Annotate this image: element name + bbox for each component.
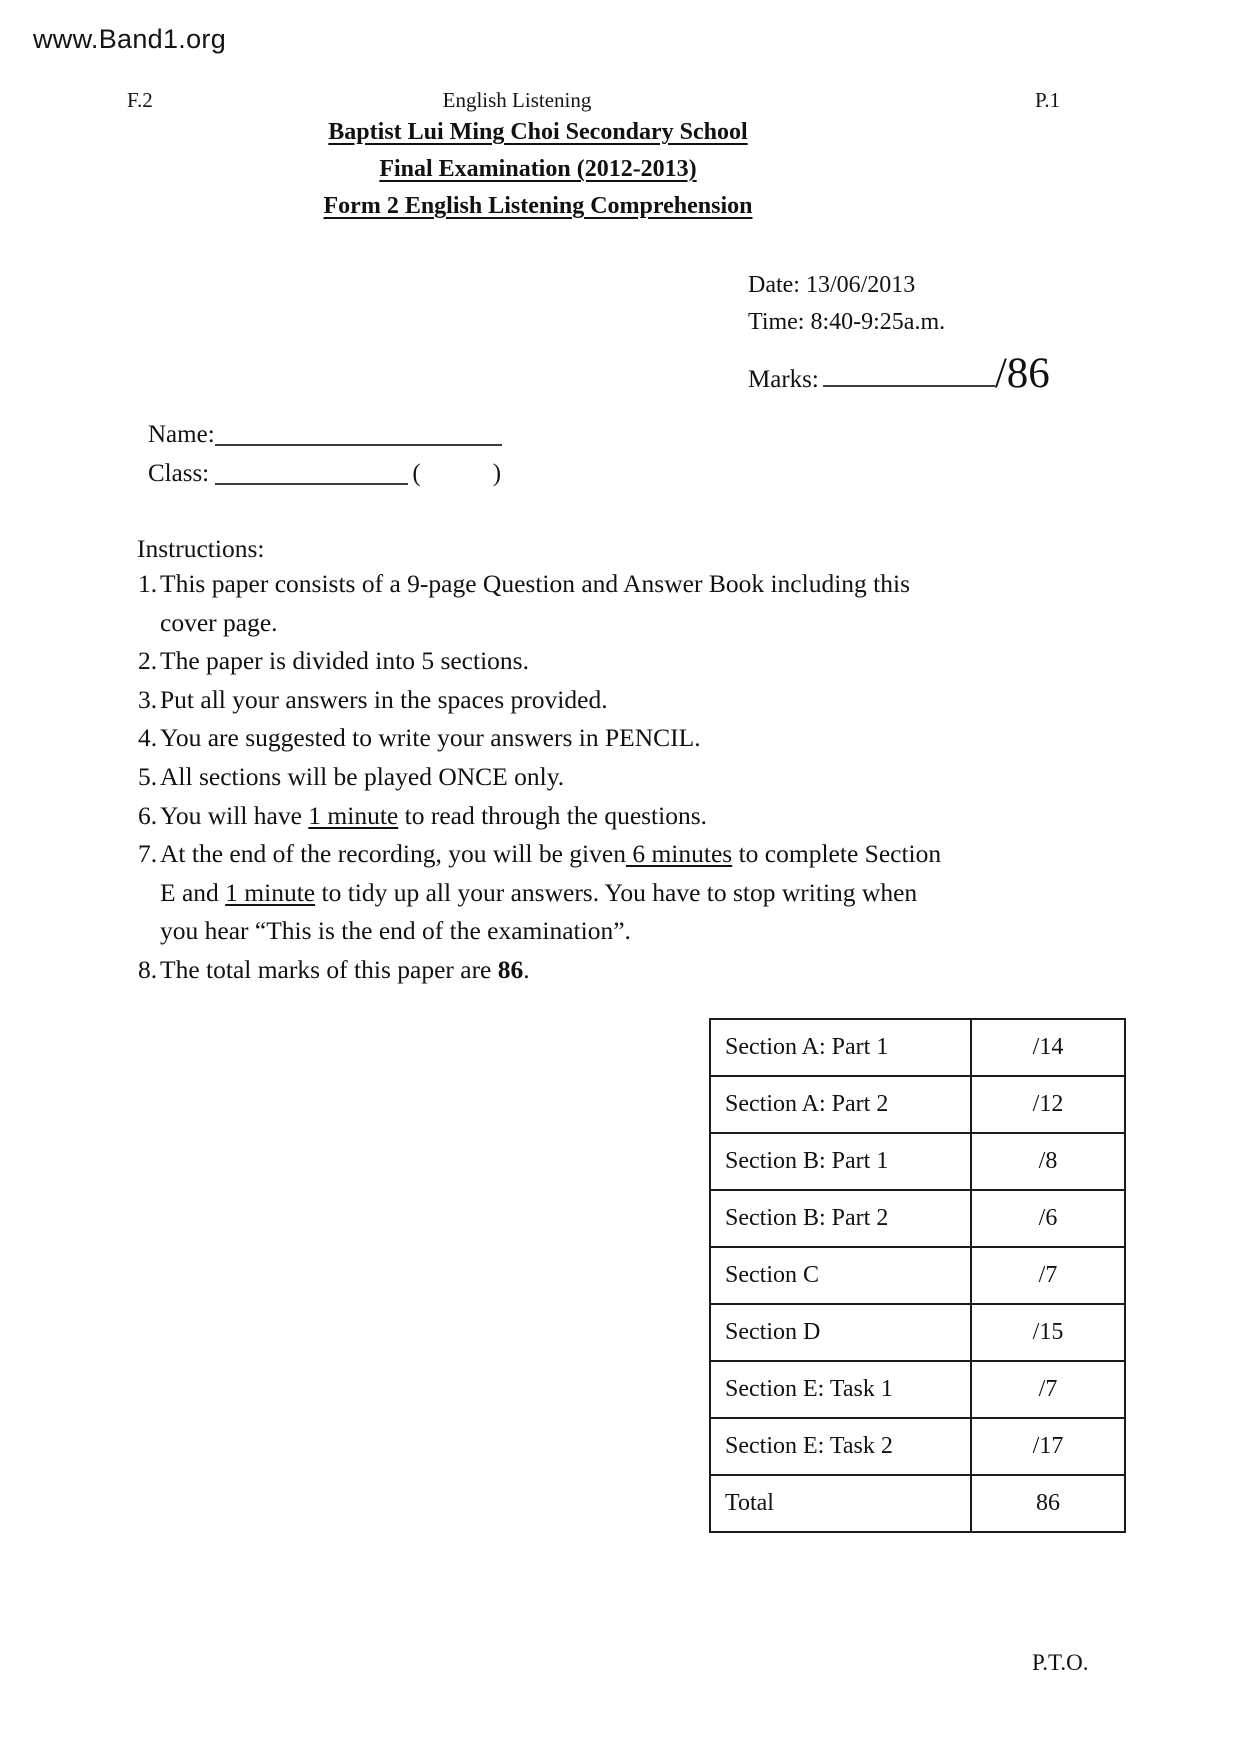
table-row bbox=[710, 1133, 1125, 1190]
class-paren-open: ( bbox=[412, 460, 421, 487]
section-label-cell: Total bbox=[710, 1475, 971, 1532]
section-marks-cell: /12 bbox=[971, 1076, 1125, 1133]
section-marks-cell: /14 bbox=[971, 1019, 1125, 1076]
section-marks-cell: /7 bbox=[971, 1247, 1125, 1304]
table-row bbox=[710, 1247, 1125, 1304]
name-blank-line bbox=[215, 444, 502, 446]
instruction-text bbox=[160, 642, 1098, 681]
instruction-text bbox=[160, 681, 1098, 720]
instruction-number: 2. bbox=[138, 646, 158, 676]
class-paren-close: ) bbox=[492, 460, 502, 487]
instruction-line: E and 1 minute to tidy up all your answers. You have to stop writing when bbox=[160, 877, 918, 907]
class-line bbox=[148, 460, 501, 488]
instruction-item bbox=[138, 835, 1098, 951]
section-label-cell: Section D bbox=[710, 1304, 971, 1361]
section-marks-cell: /6 bbox=[971, 1190, 1125, 1247]
instruction-item bbox=[138, 681, 1098, 720]
header-page-number: P.1 bbox=[1035, 88, 1061, 112]
name-line bbox=[148, 421, 502, 449]
school-name: Baptist Lui Ming Choi Secondary School bbox=[328, 119, 748, 145]
instruction-item bbox=[138, 719, 1098, 758]
instructions-list bbox=[138, 565, 1098, 990]
instruction-line: The total marks of this paper are 86. bbox=[160, 954, 530, 984]
exam-time: Time: 8:40-9:25a.m. bbox=[748, 309, 946, 335]
marks-table bbox=[709, 1018, 1126, 1533]
instruction-line: You will have 1 minute to read through the questions. bbox=[160, 800, 708, 830]
header-form-level: F.2 bbox=[127, 88, 153, 112]
instruction-item bbox=[138, 797, 1098, 836]
instruction-line: You are suggested to write your answers in PENCIL. bbox=[160, 723, 701, 753]
instruction-line: you hear “This is the end of the examination”. bbox=[160, 916, 631, 946]
instruction-number: 8. bbox=[138, 954, 158, 984]
marks-blank-line bbox=[823, 385, 995, 387]
header-subject: English Listening bbox=[442, 88, 592, 112]
page-turn-over-label: P.T.O. bbox=[1032, 1650, 1089, 1675]
section-marks-cell: 86 bbox=[971, 1475, 1125, 1532]
table-row bbox=[710, 1190, 1125, 1247]
instruction-number: 3. bbox=[138, 684, 158, 714]
section-marks-cell: /15 bbox=[971, 1304, 1125, 1361]
table-row bbox=[710, 1019, 1125, 1076]
table-row bbox=[710, 1475, 1125, 1532]
class-label: Class: bbox=[148, 460, 210, 487]
instruction-number: 4. bbox=[138, 723, 158, 753]
marks-total: /86 bbox=[994, 350, 1050, 397]
section-label-cell: Section E: Task 2 bbox=[710, 1418, 971, 1475]
exam-name: Final Examination (2012-2013) bbox=[379, 156, 697, 182]
instruction-text bbox=[160, 565, 1098, 642]
marks-label: Marks: bbox=[748, 366, 819, 393]
section-label-cell: Section A: Part 2 bbox=[710, 1076, 971, 1133]
table-row bbox=[710, 1304, 1125, 1361]
section-label-cell: Section B: Part 1 bbox=[710, 1133, 971, 1190]
instruction-item bbox=[138, 565, 1098, 642]
instruction-number: 6. bbox=[138, 800, 158, 830]
table-row bbox=[710, 1418, 1125, 1475]
class-blank-line bbox=[215, 483, 408, 485]
section-marks-cell: /7 bbox=[971, 1361, 1125, 1418]
instruction-line: All sections will be played ONCE only. bbox=[160, 761, 565, 791]
instruction-number: 7. bbox=[138, 839, 158, 869]
section-label-cell: Section C bbox=[710, 1247, 971, 1304]
section-marks-cell: /8 bbox=[971, 1133, 1125, 1190]
instruction-item bbox=[138, 642, 1098, 681]
instructions-heading: Instructions: bbox=[137, 534, 265, 563]
instruction-text bbox=[160, 835, 1098, 951]
instruction-item bbox=[138, 758, 1098, 797]
table-row bbox=[710, 1076, 1125, 1133]
name-label: Name: bbox=[148, 421, 215, 448]
paper-name: Form 2 English Listening Comprehension bbox=[323, 193, 753, 219]
instruction-text bbox=[160, 951, 1098, 990]
instruction-line: This paper consists of a 9-page Question and Answer Book including this bbox=[160, 569, 911, 598]
title-block bbox=[38, 114, 1038, 225]
instruction-number: 5. bbox=[138, 761, 158, 791]
instruction-text bbox=[160, 758, 1098, 797]
table-row bbox=[710, 1361, 1125, 1418]
section-label-cell: Section A: Part 1 bbox=[710, 1019, 971, 1076]
instruction-line: Put all your answers in the spaces provided. bbox=[160, 684, 608, 714]
instruction-line: The paper is divided into 5 sections. bbox=[160, 646, 529, 676]
instruction-line: At the end of the recording, you will be given 6 minutes to complete Section bbox=[160, 839, 942, 869]
section-label-cell: Section E: Task 1 bbox=[710, 1361, 971, 1418]
instruction-number: 1. bbox=[138, 569, 158, 598]
watermark-url: www.Band1.org bbox=[33, 24, 227, 54]
section-label-cell: Section B: Part 2 bbox=[710, 1190, 971, 1247]
instruction-item bbox=[138, 951, 1098, 990]
instruction-line: cover page. bbox=[160, 607, 278, 637]
instruction-text bbox=[160, 797, 1098, 836]
section-marks-cell: /17 bbox=[971, 1418, 1125, 1475]
exam-date: Date: 13/06/2013 bbox=[748, 272, 916, 298]
marks-line bbox=[748, 352, 1050, 395]
instruction-text bbox=[160, 719, 1098, 758]
